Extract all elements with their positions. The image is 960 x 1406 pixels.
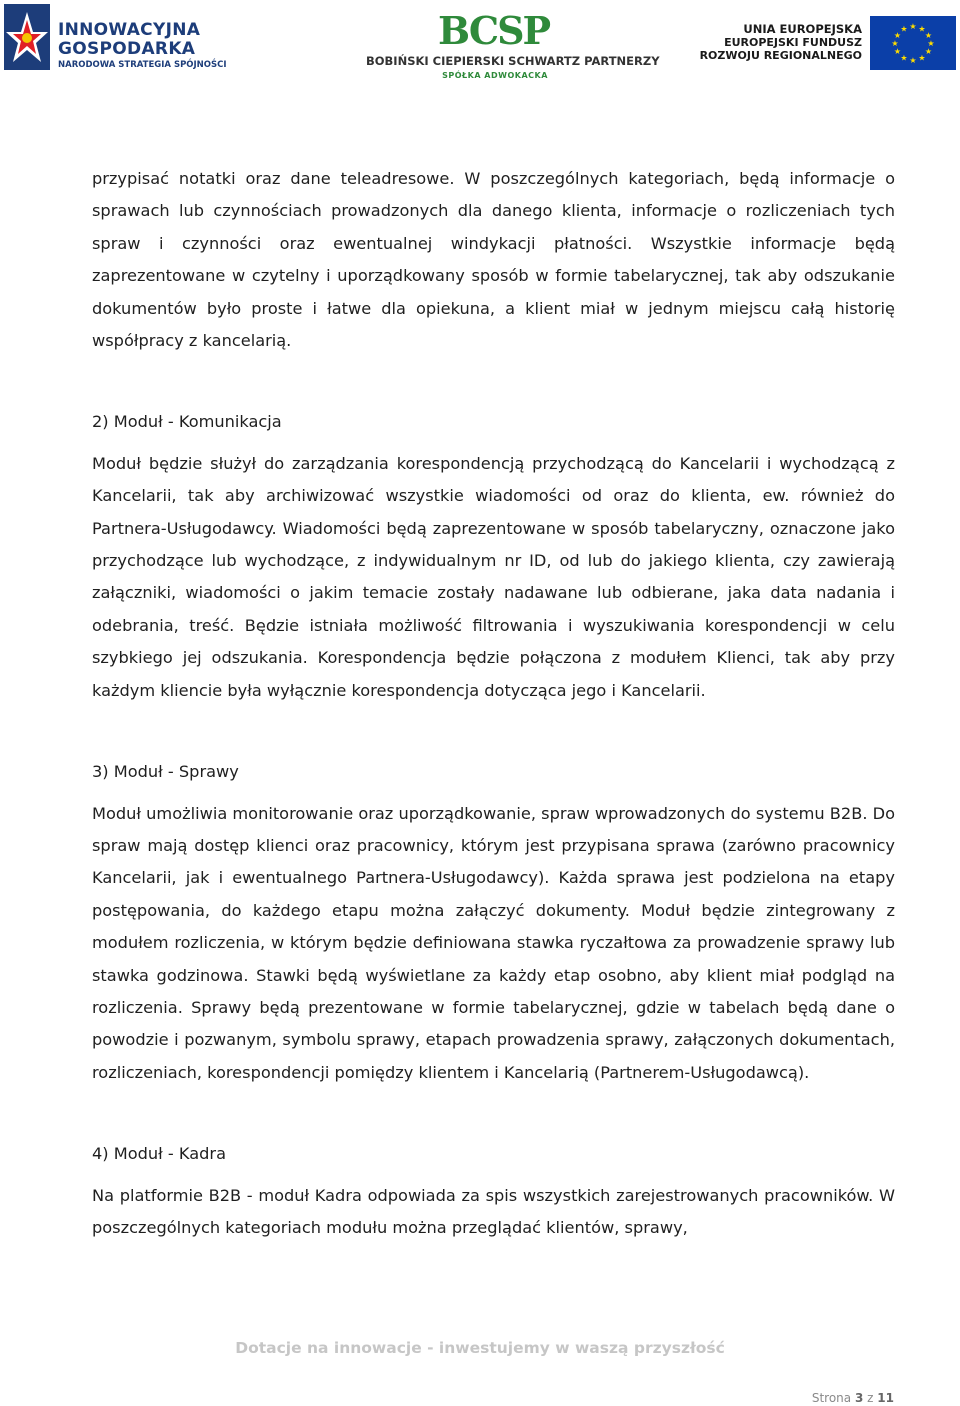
section-heading-kadra: 4) Moduł - Kadra <box>92 1144 226 1164</box>
bcsp-monogram: BCSP <box>438 8 550 53</box>
svg-text:★: ★ <box>893 47 902 56</box>
eu-flag-icon <box>870 16 956 70</box>
page-separator: z <box>867 1391 874 1405</box>
page-label: Strona <box>811 1391 852 1405</box>
eu-line1: UNIA EUROPEJSKA <box>743 22 862 36</box>
svg-text:★: ★ <box>891 39 899 48</box>
svg-text:★: ★ <box>918 53 926 63</box>
eu-logo <box>699 14 958 74</box>
svg-text:★: ★ <box>927 39 935 48</box>
innowacyjna-gospodarka-logo <box>4 4 227 74</box>
section-body-kadra: Na platformie B2B - moduł Kadra odpowiada za spis wszystkich zarejestrowanych pracowników. W poszczególnych kategoriach modułu można przeglądać klientów, sprawy, <box>92 1185 895 1237</box>
svg-text:★: ★ <box>924 31 933 40</box>
svg-text:★: ★ <box>900 53 908 63</box>
section-heading-sprawy: 3) Moduł - Sprawy <box>92 762 239 782</box>
svg-text:★: ★ <box>909 22 917 31</box>
intro-paragraph: przypisać notatki oraz dane teleadresowe. W poszczególnych kategoriach, będą informacje o sprawach lub czynnościach prowadzonych dla danego klienta, informacje o rozliczeniach tych spraw i czynności oraz ewentualnej windykacji płatności. Wszystkie informacje będą zaprezentowane w czytelny i uporządkowany sposób w formie tabelarycznej, tak aby odszukanie dokumentów było proste i łatwe dla opiekuna, a klient miał w jednym miejscu całą historię współpracy z kancelarią. <box>92 169 895 351</box>
svg-text:★: ★ <box>924 47 933 56</box>
page-current: 3 <box>854 1391 864 1405</box>
svg-text:★: ★ <box>900 24 908 34</box>
bcsp-subtitle: SPÓŁKA ADWOKACKA <box>442 71 548 80</box>
ig-line3: NARODOWA STRATEGIA SPÓJNOŚCI <box>58 60 227 70</box>
bcsp-logo <box>360 8 660 84</box>
ig-line2: GOSPODARKA <box>58 39 196 59</box>
page-number <box>812 1391 894 1405</box>
section-heading-komunikacja: 2) Moduł - Komunikacja <box>92 412 282 432</box>
svg-text:★: ★ <box>893 31 902 40</box>
footer-slogan: Dotacje na innowacje - inwestujemy w waszą przyszłość <box>235 1339 725 1357</box>
section-body-sprawy: Moduł umożliwia monitorowanie oraz uporządkowanie, spraw wprowadzonych do systemu B2B. Do spraw mają dostęp klienci oraz pracownicy, którym jest przypisana sprawa (zarówno pracownicy Kancelarii, jak i ewentualnego Partnera-Usługodawcy). Każda sprawa jest podzielona na etapy postępowania, do każdego etapu można załączyć dokumenty. Moduł będzie zintegrowany z modułem rozliczenia, w którym będzie definiowana stawka ryczałtowa za prowadzenie sprawy lub stawka godzinowa. Stawki będą wyświetlane za każdy etap osobno, aby klient miał podgląd na rozliczenia. Sprawy będą prezentowane w formie tabelarycznej, gdzie w tabelach będą dane o powodzie i pozwanym, symbolu sprawy, etapach prowadzenia sprawy, załączonych dokumentach, rozliczeniach, korespondencji pomiędzy klientem i Kancelarią (Partnerem-Usługodawcą). <box>92 803 895 1082</box>
ig-star-icon <box>4 4 52 70</box>
bcsp-firm-name: BOBIŃSKI CIEPIERSKI SCHWARTZ PARTNERZY <box>366 54 660 68</box>
section-body-komunikacja: Moduł będzie służył do zarządzania korespondencją przychodzącą do Kancelarii i wychodzącą z Kancelarii, tak aby archiwizować wszystkie wiadomości od oraz do klienta, ew. również do Partnera-Usługodawcy. Wiadomości będą zaprezentowane w sposób tabelaryczny, oznaczone jako przychodzące lub wychodzące, z indywidualnym nr ID, od lub do jakiego klienta, czy zawierają załączniki, wiadomości o jakim temacie zostały nadawane lub odbierane, jaka data nadania i odebrania, treść. Będzie istniała możliwość filtrowania i wyszukiwania korespondencji w celu szybkiego jej odszukania. Korespondencja będzie połączona z modułem Klienci, tak aby przy każdym kliencie była wyłącznie korespondencja dotycząca jego i Kancelarii. <box>92 453 895 700</box>
document-body <box>92 163 895 1244</box>
page-total: 11 <box>877 1391 894 1405</box>
ig-line1: INNOWACYJNA <box>58 20 201 40</box>
svg-text:★: ★ <box>918 24 926 34</box>
eu-line2: EUROPEJSKI FUNDUSZ <box>724 36 862 49</box>
page-header <box>0 0 960 90</box>
eu-line3: ROZWOJU REGIONALNEGO <box>699 49 862 62</box>
svg-text:★: ★ <box>909 56 917 65</box>
